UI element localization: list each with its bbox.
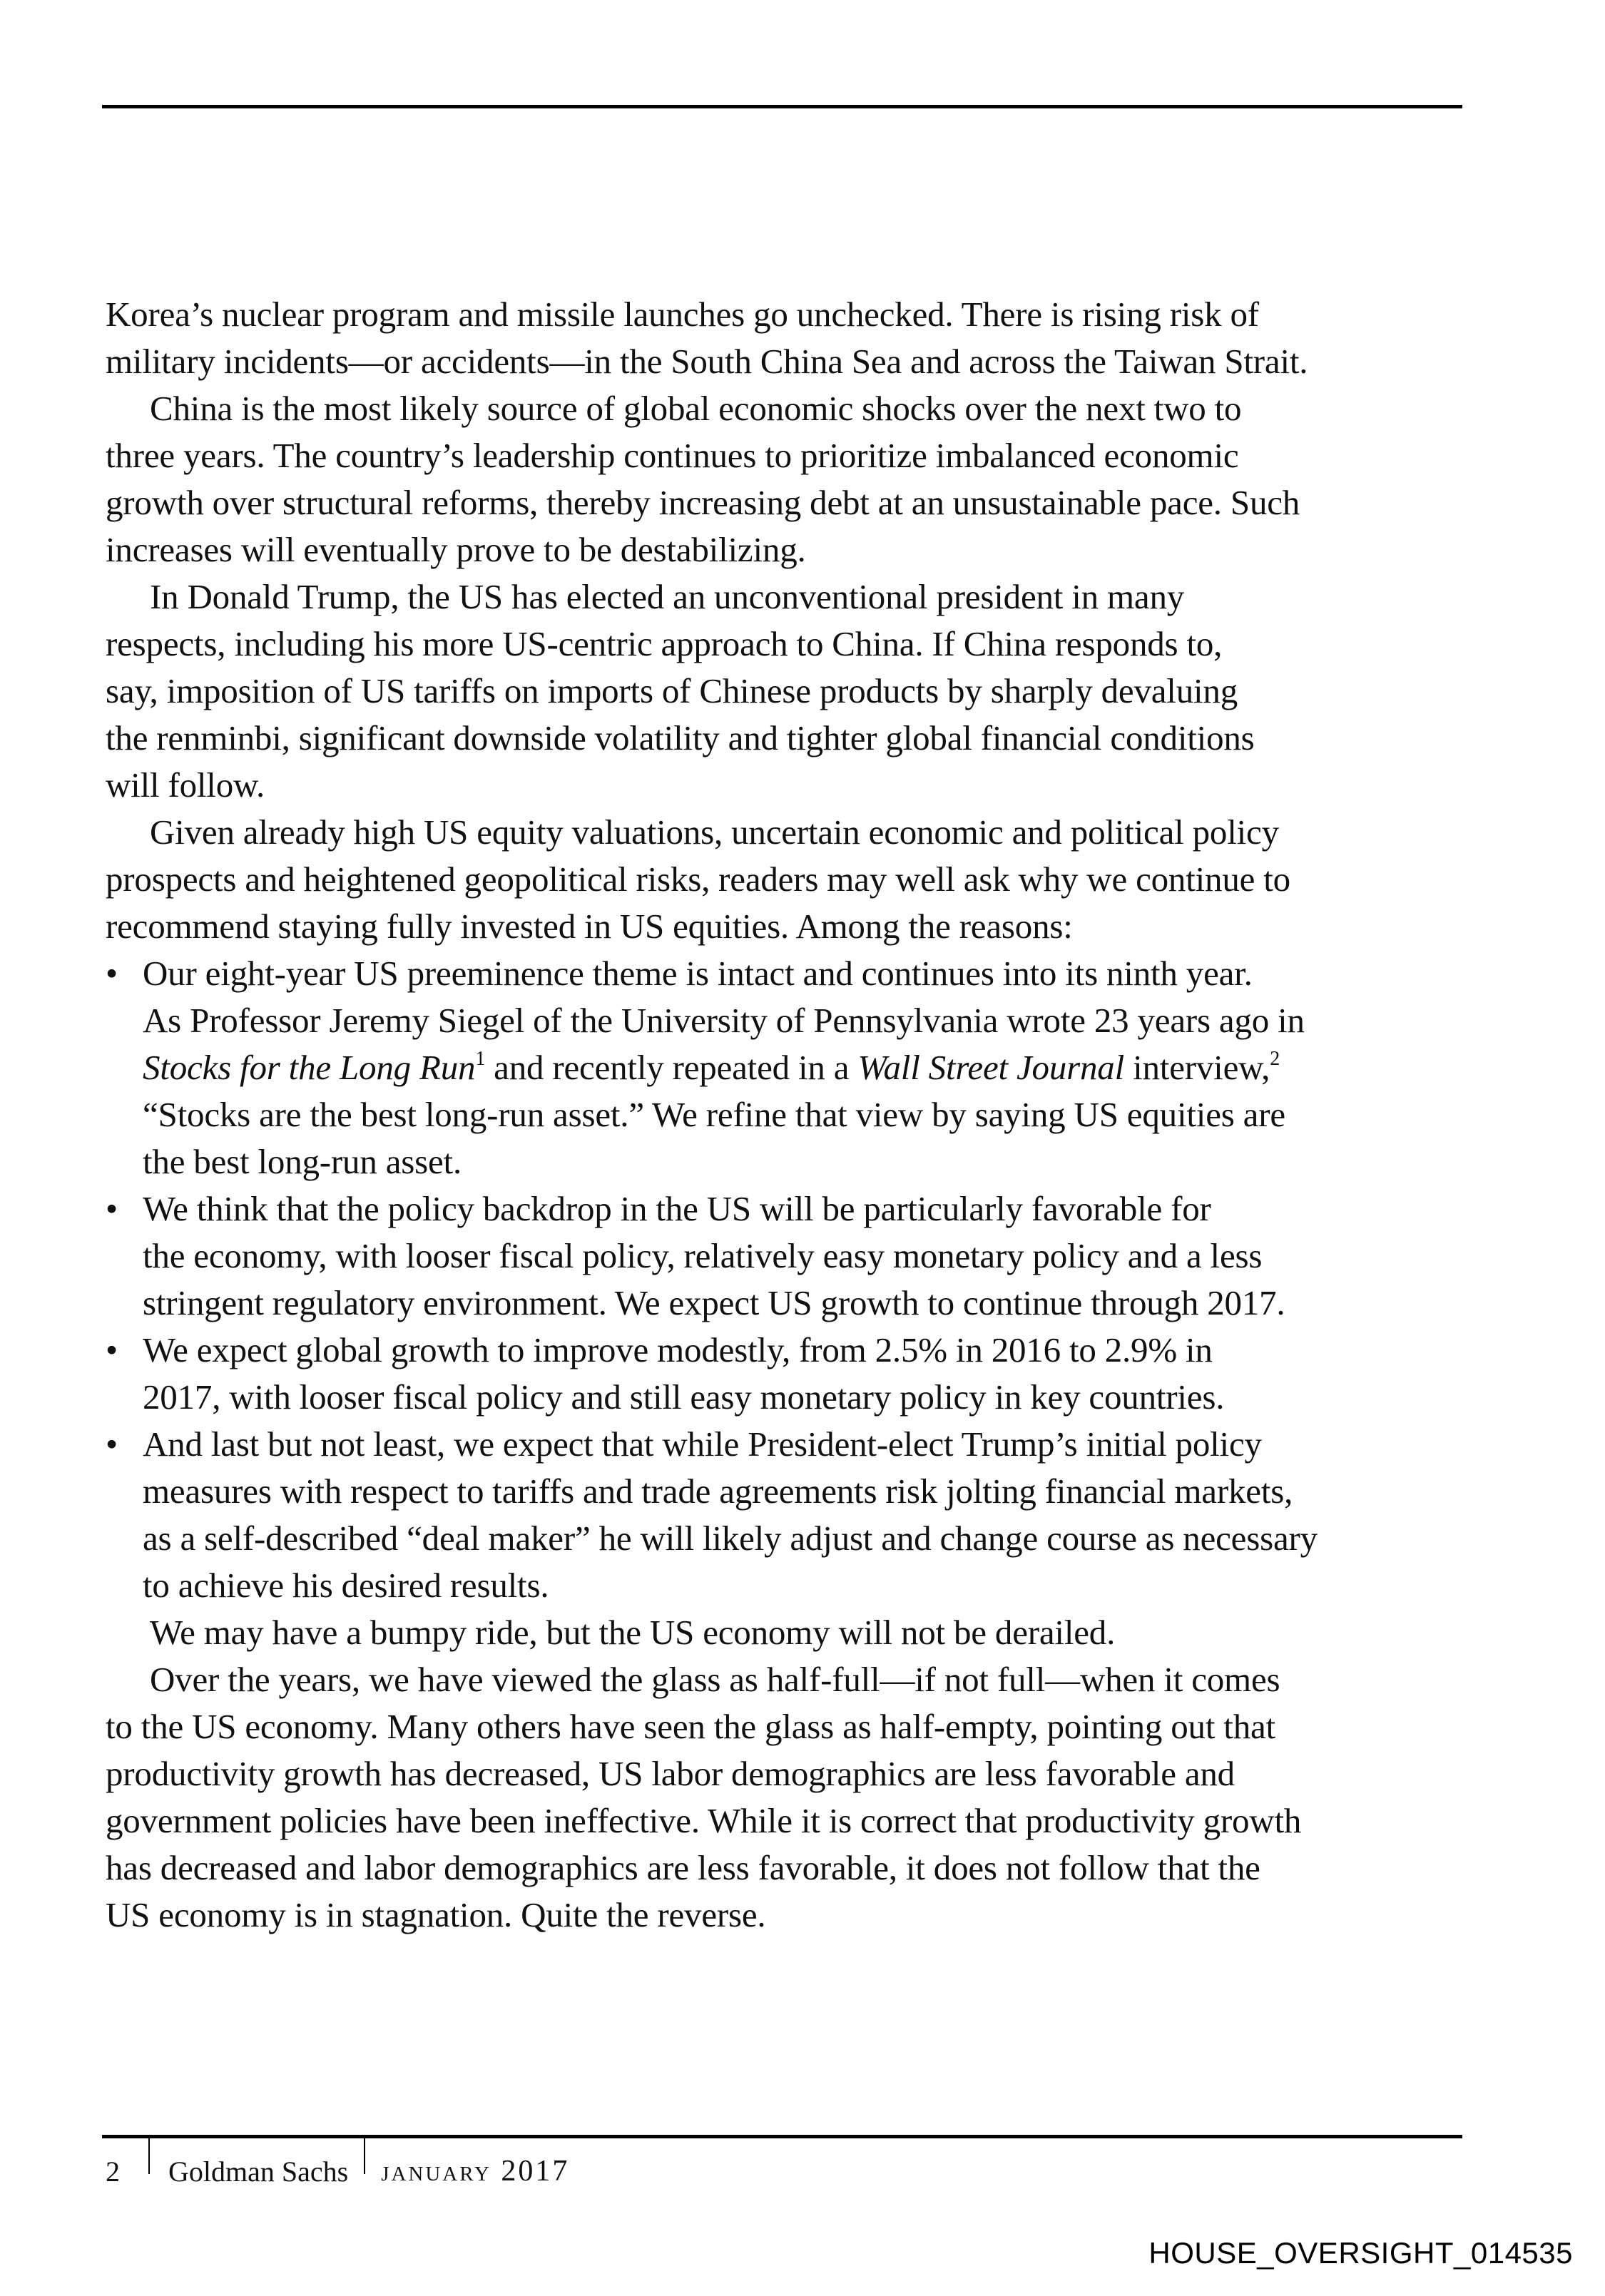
text-line: as a self-described “deal maker” he will likely adjust and change course as necessary [143, 1519, 1318, 1558]
text-line: We may have a bumpy ride, but the US economy will not be derailed. [150, 1613, 1116, 1652]
text-line: to achieve his desired results. [143, 1566, 549, 1605]
text-line: will follow. [106, 765, 265, 805]
text-line [106, 1185, 1461, 1233]
text-line: In Donald Trump, the US has elected an unconventional president in many [150, 577, 1185, 616]
text-span: and recently repeated in a [485, 1048, 858, 1087]
text-line: prospects and heightened geopolitical risks, readers may well ask why we continue to [106, 859, 1290, 899]
text-line: recommend staying fully invested in US equities. Among the reasons: [106, 907, 1073, 946]
paragraph [106, 291, 1461, 385]
document-body [106, 291, 1461, 1939]
text-line: respects, including his more US-centric approach to China. If China responds to, [106, 624, 1223, 663]
text-line: productivity growth has decreased, US labor demographics are less favorable and [106, 1754, 1235, 1793]
footnote-ref: 1 [475, 1048, 486, 1070]
header-rule [102, 105, 1462, 108]
text-line: increases will eventually prove to be destabilizing. [106, 530, 806, 569]
bullet-item [106, 1185, 1461, 1327]
text-line: Korea’s nuclear program and missile launches go unchecked. There is rising risk of [106, 295, 1259, 334]
text-line: has decreased and labor demographics are less favorable, it does not follow that the [106, 1848, 1260, 1887]
text-span: We think that the policy backdrop in the US will be particularly favorable for [143, 1189, 1211, 1228]
text-line: to the US economy. Many others have seen the glass as half-empty, pointing out that [106, 1707, 1275, 1746]
text-line: growth over structural reforms, thereby increasing debt at an unsustainable pace. Such [106, 483, 1300, 522]
text-line: the economy, with looser fiscal policy, relatively easy monetary policy and a less [143, 1236, 1263, 1275]
text-line [106, 1327, 1461, 1374]
text-line: stringent regulatory environment. We expect US growth to continue through 2017. [143, 1283, 1285, 1322]
text-line: “Stocks are the best long-run asset.” We refine that view by saying US equities are [143, 1095, 1285, 1134]
bullet-item [106, 1421, 1461, 1609]
bullet-item [106, 1327, 1461, 1421]
bullet-icon: • [106, 1424, 118, 1464]
text-line: US economy is in stagnation. Quite the reverse. [106, 1895, 766, 1934]
bullet-icon: • [106, 954, 118, 993]
text-line: Over the years, we have viewed the glass as half-full—if not full—when it comes [150, 1660, 1280, 1699]
text-line [106, 1044, 1461, 1091]
text-line: say, imposition of US tariffs on imports of Chinese products by sharply devaluing [106, 671, 1238, 710]
bullet-icon: • [106, 1189, 118, 1228]
page-footer [106, 2138, 569, 2203]
bullet-list [106, 950, 1461, 1609]
publication-title: Wall Street Journal [857, 1048, 1125, 1087]
text-span: interview, [1124, 1048, 1270, 1087]
text-line: 2017, with looser fiscal policy and still easy monetary policy in key countries. [143, 1377, 1225, 1417]
text-line: three years. The country’s leadership continues to prioritize imbalanced economic [106, 436, 1239, 475]
book-title: Stocks for the Long Run [143, 1048, 476, 1087]
footnote-ref: 2 [1270, 1048, 1280, 1070]
bates-stamp: HOUSE_OVERSIGHT_014535 [1148, 2236, 1573, 2270]
text-line: Given already high US equity valuations, uncertain economic and political policy [150, 812, 1279, 852]
bullet-icon: • [106, 1330, 118, 1369]
text-line: measures with respect to tariffs and trade agreements risk jolting financial markets, [143, 1471, 1293, 1511]
publication-date: january 2017 [381, 2155, 570, 2188]
text-line: military incidents—or accidents—in the South China Sea and across the Taiwan Strait. [106, 342, 1308, 381]
paragraph [106, 385, 1461, 573]
text-span: We expect global growth to improve modestly, from 2.5% in 2016 to 2.9% in [143, 1330, 1213, 1369]
text-span: Our eight-year US preeminence theme is intact and continues into its ninth year. [143, 954, 1253, 993]
bullet-item [106, 950, 1461, 1185]
paragraph [106, 1609, 1461, 1656]
paragraph [106, 1656, 1461, 1939]
paragraph [106, 573, 1461, 809]
text-line: China is the most likely source of global economic shocks over the next two to [150, 389, 1242, 428]
paragraph [106, 809, 1461, 950]
text-line: As Professor Jeremy Siegel of the University of Pennsylvania wrote 23 years ago in [143, 1001, 1305, 1040]
publisher-name: Goldman Sachs [168, 2155, 349, 2188]
text-line [106, 950, 1461, 997]
text-line [106, 1421, 1461, 1468]
text-span: And last but not least, we expect that while President-elect Trump’s initial policy [143, 1424, 1262, 1464]
text-line: government policies have been ineffective. While it is correct that productivity growth [106, 1801, 1302, 1840]
page-number: 2 [106, 2155, 120, 2188]
text-line: the renminbi, significant downside volatility and tighter global financial conditions [106, 718, 1255, 757]
text-line: the best long-run asset. [143, 1142, 462, 1181]
